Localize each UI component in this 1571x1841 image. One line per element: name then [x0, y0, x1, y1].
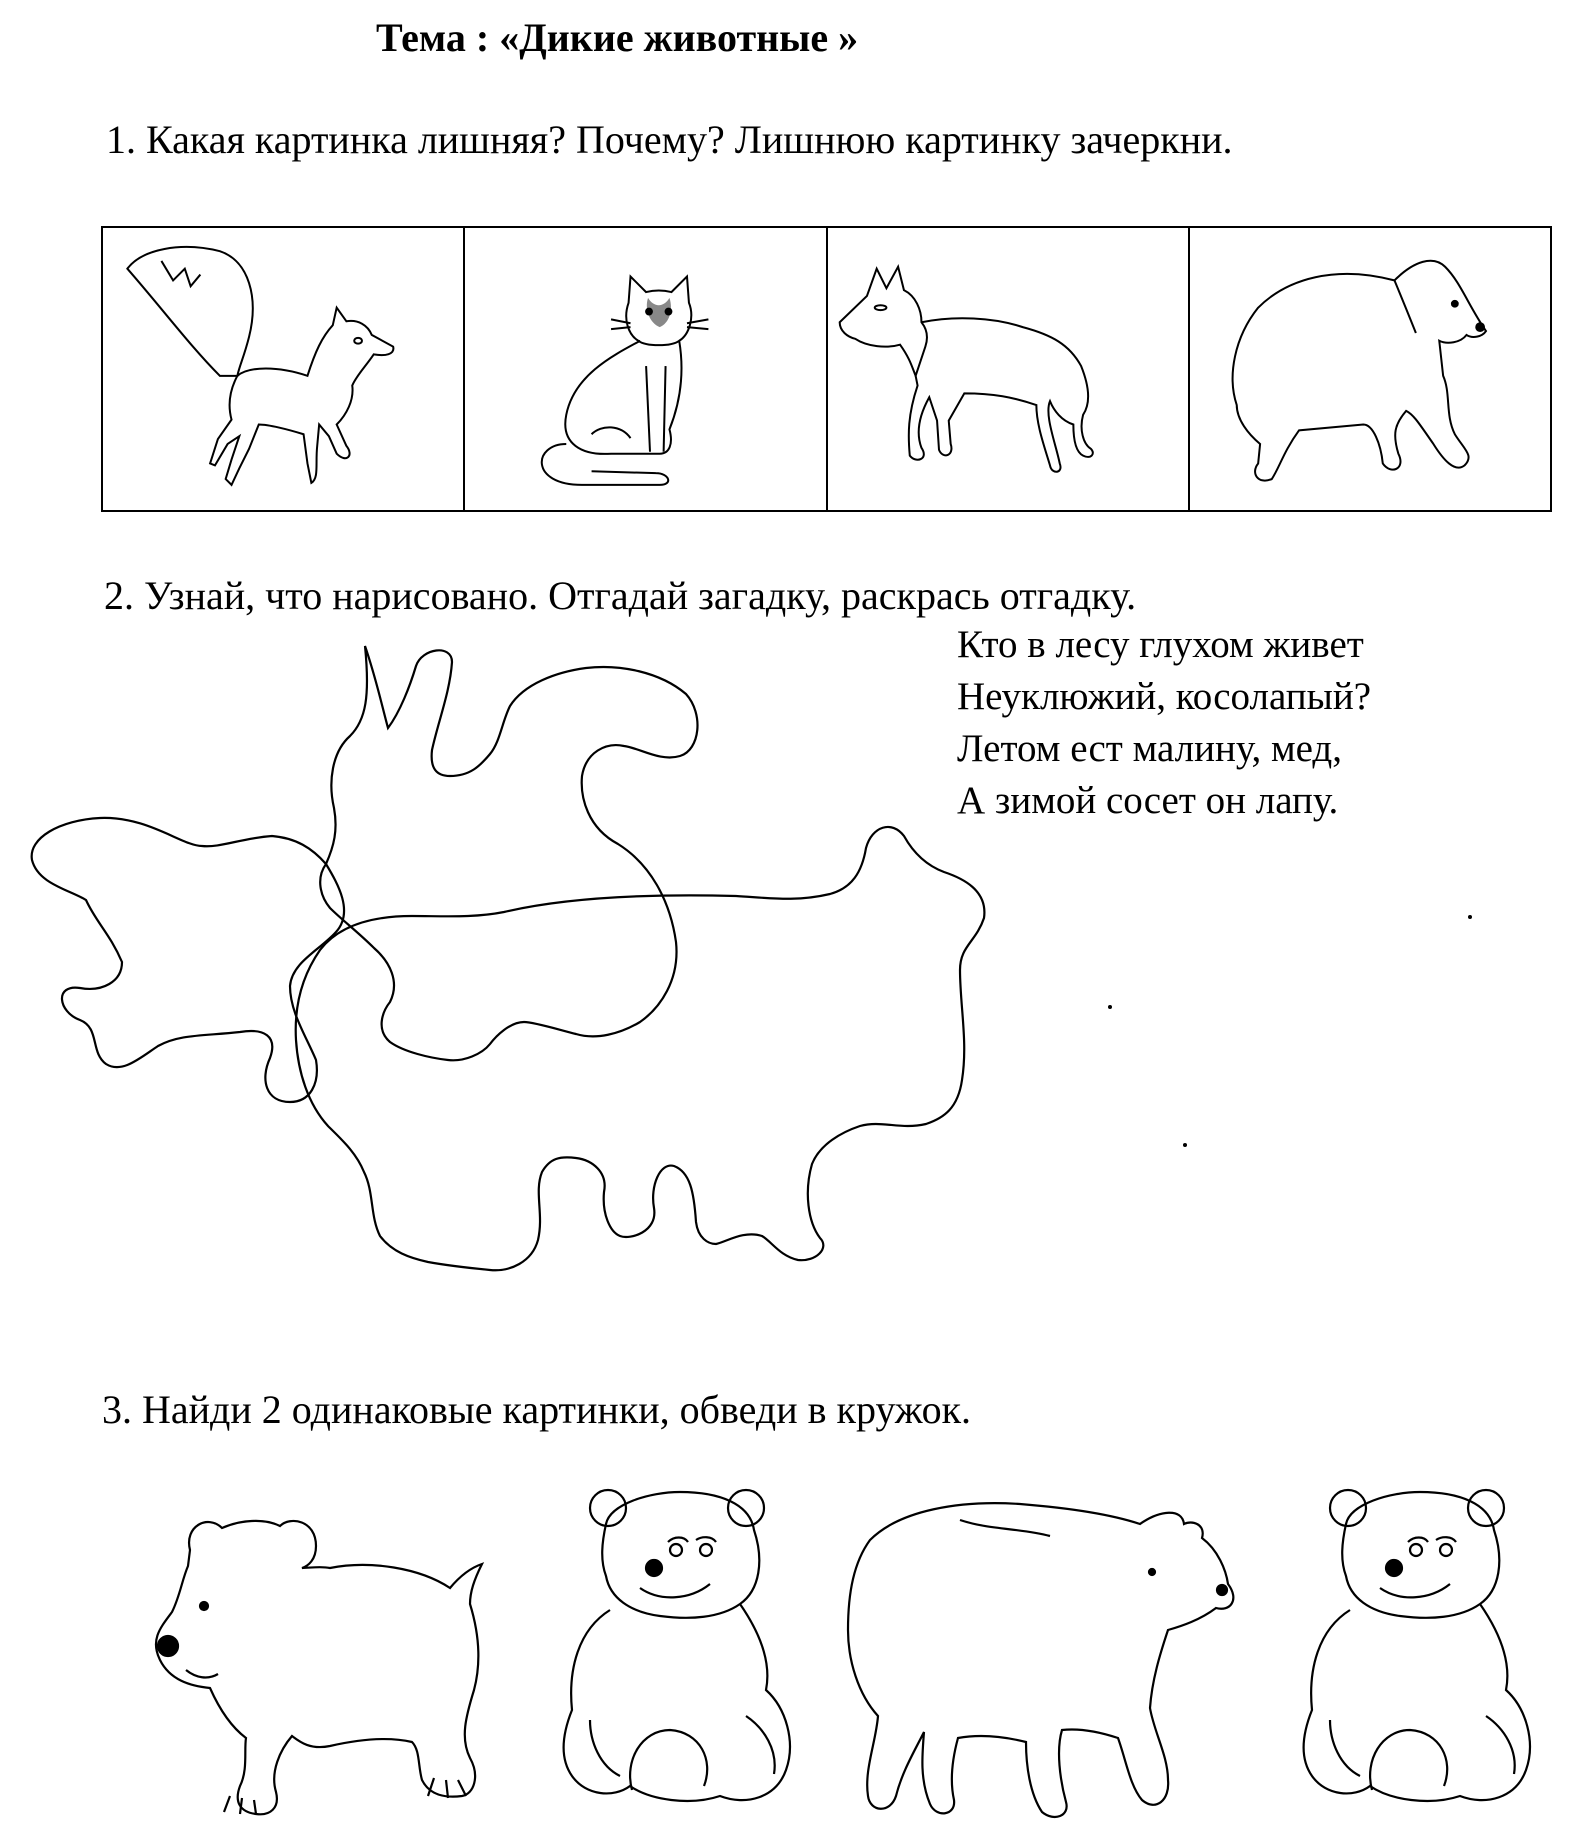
fox-icon: [103, 228, 463, 510]
task1-option-bear[interactable]: [1190, 228, 1550, 510]
riddle: [957, 619, 1371, 827]
task1-picture-row: [101, 226, 1552, 512]
cat-icon: [465, 228, 825, 510]
task1-instruction: 1. Какая картинка лишняя? Почему? Лишнюю картинку зачеркни.: [106, 117, 1233, 162]
riddle-line: Кто в лесу глухом живет: [957, 623, 1364, 666]
scan-speck: [1468, 915, 1472, 919]
task1-option-cat[interactable]: [465, 228, 827, 510]
task1-option-fox[interactable]: [103, 228, 465, 510]
task3-picture-row: [100, 1480, 1560, 1830]
bear-outline: [296, 827, 985, 1270]
scan-speck: [1108, 1005, 1112, 1009]
squirrel-outline: [320, 646, 697, 1060]
bear-walking-icon[interactable]: [830, 1480, 1250, 1830]
riddle-line: Неуклюжий, косолапый?: [957, 675, 1372, 718]
wolf-icon: [828, 228, 1188, 510]
bear-cub-sitting-icon[interactable]: [550, 1480, 800, 1830]
bear-icon: [1190, 228, 1550, 510]
scan-speck: [1183, 1143, 1187, 1147]
task1-option-wolf[interactable]: [828, 228, 1190, 510]
bear-cub-sitting-icon[interactable]: [1290, 1480, 1540, 1830]
task3-instruction: 3. Найди 2 одинаковые картинки, обведи в кружок.: [102, 1387, 972, 1432]
overlapping-animals-puzzle[interactable]: [20, 632, 1000, 1372]
riddle-line: Летом ест малину, мед,: [957, 727, 1343, 770]
task2-instruction: 2. Узнай, что нарисовано. Отгадай загадку, раскрась отгадку.: [104, 573, 1137, 618]
riddle-line: А зимой сосет он лапу.: [957, 779, 1339, 822]
bear-cub-walking-icon[interactable]: [130, 1480, 490, 1830]
page-title: Тема : «Дикие животные »: [376, 15, 859, 60]
